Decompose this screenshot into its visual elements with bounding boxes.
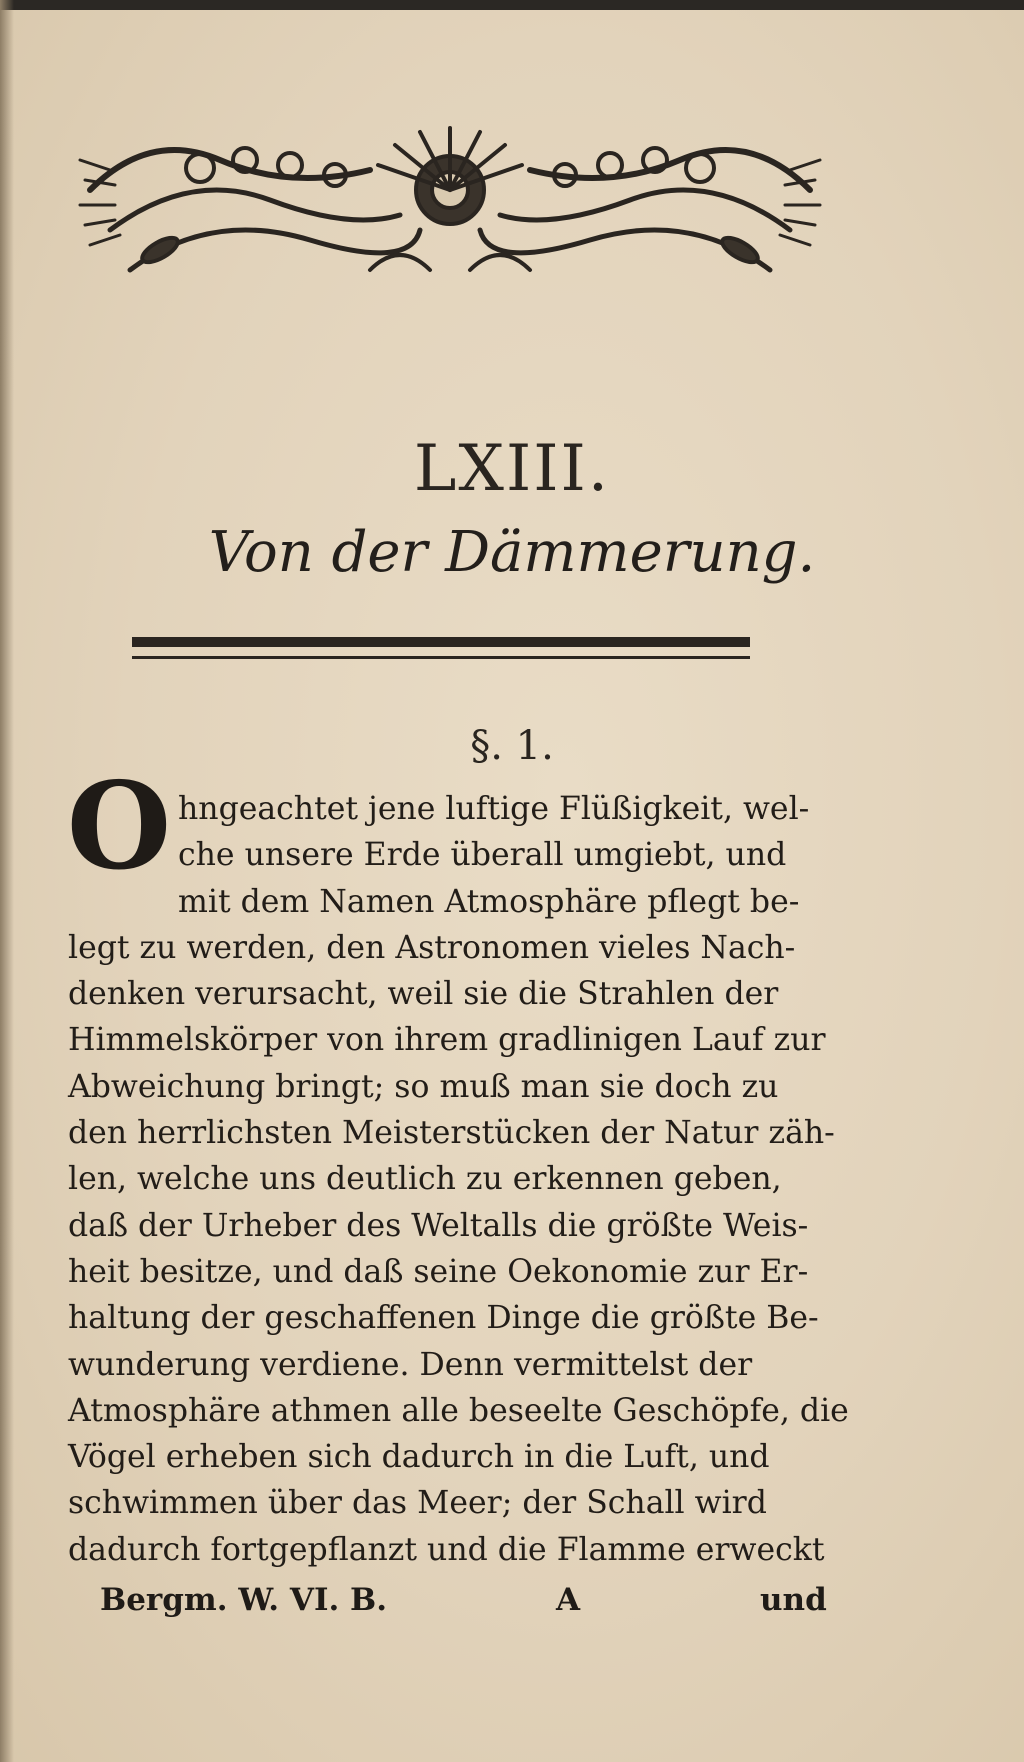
text-line: haltung der geschaffenen Dinge die größte Be- (68, 1300, 819, 1337)
floral-ornament-headpiece (70, 120, 830, 290)
text-line: Himmelskörper von ihrem gradlinigen Lauf zur (68, 1022, 826, 1059)
text-line: legt zu werden, den Astronomen vieles Nach- (68, 929, 796, 966)
text-line: Vögel erheben sich dadurch in die Luft, und (68, 1439, 770, 1476)
text-line: len, welche uns deutlich zu erkennen geben, (68, 1161, 782, 1198)
text-line: wunderung verdiene. Denn vermittelst der (68, 1346, 753, 1383)
signature-line: Bergm. W. VI. B. (100, 1582, 388, 1618)
text-line: denken verursacht, weil sie die Strahlen der (68, 976, 779, 1013)
drop-cap-initial: O (66, 756, 172, 897)
text-line: dadurch fortgepflanzt und die Flamme erweckt (68, 1531, 825, 1568)
text-line: schwimmen über das Meer; der Schall wird (68, 1485, 767, 1522)
text-line: mit dem Namen Atmosphäre pflegt be- (178, 883, 800, 920)
chapter-number: LXIII. (413, 432, 611, 506)
text-line: hngeachtet jene luftige Flüßigkeit, wel- (178, 791, 810, 827)
double-rule-bottom (132, 656, 750, 659)
body-text (68, 786, 848, 1573)
text-line: Atmosphäre athmen alle beseelte Geschöpfe, die (68, 1392, 849, 1429)
text-line: Abweichung bringt; so muß man sie doch zu (68, 1068, 779, 1105)
catchword: und (760, 1582, 827, 1618)
text-line: daß der Urheber des Weltalls die größte Weis- (68, 1207, 809, 1244)
double-rule-top (132, 637, 750, 647)
text-line: den herrlichsten Meisterstücken der Natur zäh- (68, 1115, 835, 1152)
page-footer (0, 1582, 1024, 1632)
sheet-mark: A (556, 1582, 581, 1618)
chapter-title: Von der Dämmerung. (208, 520, 816, 585)
text-line: che unsere Erde überall umgiebt, und (178, 837, 787, 874)
section-number: §. 1. (470, 723, 554, 769)
text-line: heit besitze, und daß seine Oekonomie zur Er- (68, 1253, 809, 1290)
